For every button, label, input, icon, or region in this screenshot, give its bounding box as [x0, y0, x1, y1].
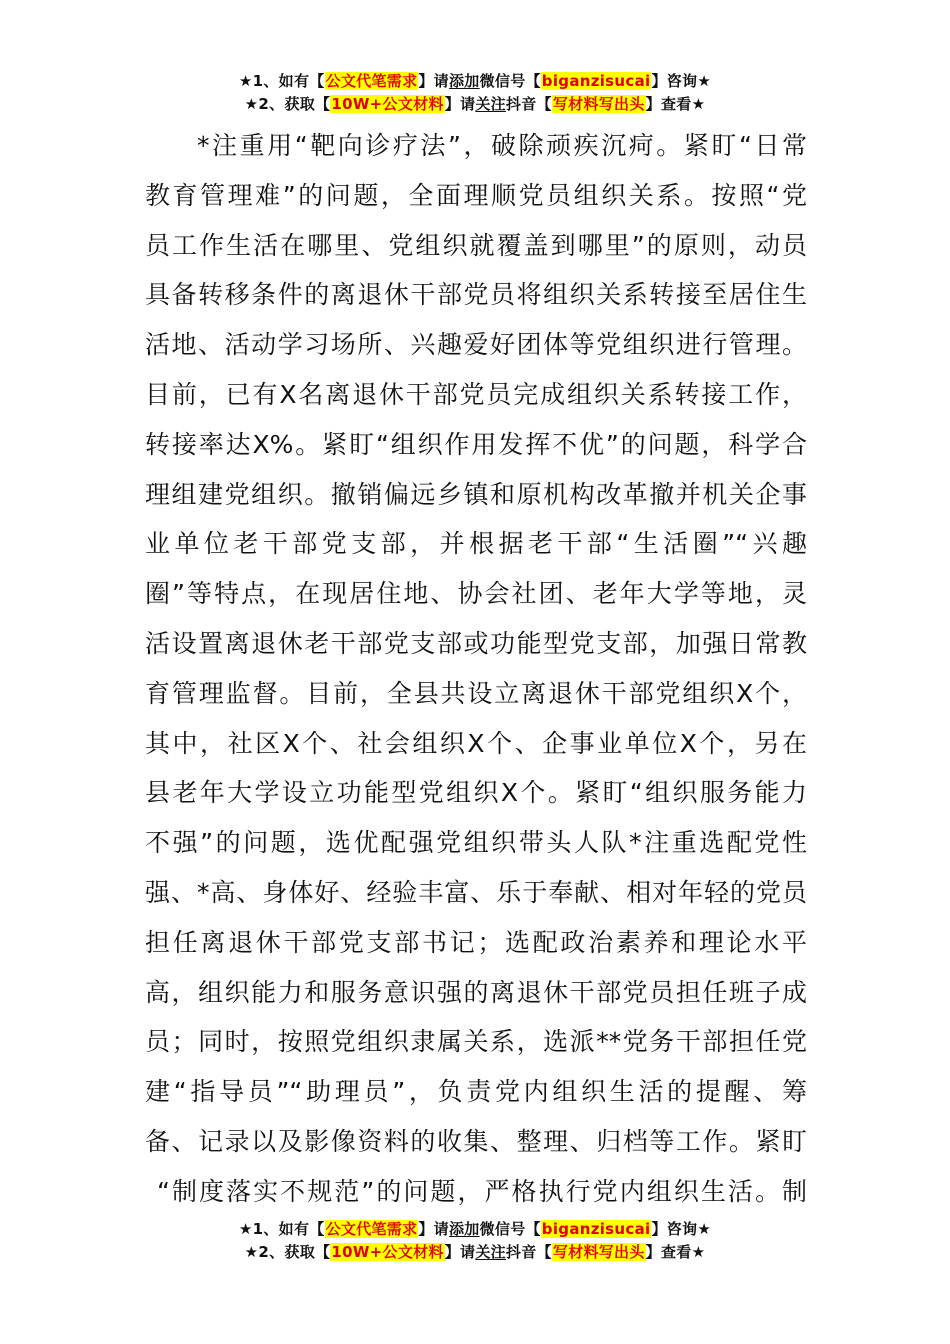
document-body: [145, 121, 807, 1217]
promo-line-2: [0, 1241, 950, 1264]
footer-promo-banner: [0, 1218, 950, 1264]
body-line: 转接率达X%。紧盯“组织作用发挥不优”的问题，科学合: [145, 429, 807, 459]
body-line: 强、*高、身体好、经验丰富、乐于奉献、相对年轻的党员: [145, 877, 807, 907]
body-line: 业单位老干部党支部，并根据老干部“生活圈”“兴趣: [145, 529, 807, 559]
body-line: 其中，社区X个、社会组织X个、企事业单位X个，另在: [145, 728, 807, 758]
body-line: 教育管理难”的问题，全面理顺党员组织关系。按照“党: [145, 180, 807, 210]
promo-text: 抖音【: [505, 95, 552, 113]
body-line: 圈”等特点，在现居住地、协会社团、老年大学等地，灵: [145, 579, 807, 609]
body-line: 理组建党组织。撤销偏远乡镇和原机构改革撤并机关企事: [145, 479, 807, 509]
body-line: 目前，已有X名离退休干部党员完成组织关系转接工作，: [145, 379, 807, 409]
body-line: 不强”的问题，选优配强党组织带头人队*注重选配党性: [145, 828, 807, 858]
promo-underlined-text: 添加: [448, 72, 480, 90]
promo-highlight-wechat-id: biganzisucai: [541, 1220, 651, 1238]
promo-line-1: [0, 1218, 950, 1241]
body-line: 具备转移条件的离退休干部党员将组织关系转接至居住生: [145, 280, 807, 310]
promo-text: 】请: [418, 1220, 449, 1238]
promo-highlight: 10W+公文材料: [331, 1243, 444, 1261]
promo-text: 】咨询★: [651, 72, 712, 90]
body-line: 高，组织能力和服务意识强的离退休干部党员担任班子成: [145, 977, 807, 1007]
promo-highlight: 公文代笔需求: [325, 1220, 418, 1238]
promo-text: 】请: [418, 72, 449, 90]
body-line: 育管理监督。目前，全县共设立离退休干部党组织X个，: [145, 678, 807, 708]
body-line: 建“指导员”“助理员”，负责党内组织生活的提醒、筹: [145, 1077, 807, 1107]
promo-highlight: 公文代笔需求: [325, 72, 418, 90]
promo-highlight-douyin-account: 写材料写出头: [552, 1243, 645, 1261]
promo-highlight-wechat-id: biganzisucai: [541, 72, 651, 90]
body-line: 备、记录以及影像资料的收集、整理、归档等工作。紧盯: [145, 1126, 807, 1156]
body-line: 担任离退休干部党支部书记；选配政治素养和理论水平: [145, 927, 807, 957]
promo-text: ★2、获取【: [244, 95, 331, 113]
header-promo-banner: [0, 70, 950, 116]
body-line: 活地、活动学习场所、兴趣爱好团体等党组织进行管理。: [145, 330, 807, 360]
promo-underlined-text: 关注: [475, 1243, 506, 1261]
promo-underlined-text: 关注: [475, 95, 506, 113]
body-line: 员工作生活在哪里、党组织就覆盖到哪里”的原则，动员: [145, 230, 807, 260]
promo-text: ★1、如有【: [238, 72, 325, 90]
body-line: 县老年大学设立功能型党组织X个。紧盯“组织服务能力: [145, 778, 807, 808]
promo-line-1: [0, 70, 950, 93]
promo-text: 微信号【: [479, 72, 541, 90]
promo-text: ★1、如有【: [238, 1220, 325, 1238]
promo-line-2: [0, 93, 950, 116]
body-line: 活设置离退休老干部党支部或功能型党支部，加强日常教: [145, 628, 807, 658]
promo-text: 抖音【: [505, 1243, 552, 1261]
promo-text: 】查看★: [645, 95, 706, 113]
body-line: *注重用“靶向诊疗法”，破除顽疾沉疴。紧盯“日常: [197, 131, 807, 160]
promo-highlight: 10W+公文材料: [331, 95, 444, 113]
promo-text: 】咨询★: [651, 1220, 712, 1238]
promo-underlined-text: 添加: [448, 1220, 480, 1238]
body-line: 员；同时，按照党组织隶属关系，选派**党务干部担任党: [145, 1027, 807, 1057]
body-line: “制度落实不规范”的问题，严格执行党内组织生活。制: [157, 1176, 807, 1206]
promo-text: 】请: [444, 95, 476, 113]
promo-text: 】查看★: [645, 1243, 706, 1261]
promo-highlight-douyin-account: 写材料写出头: [552, 95, 645, 113]
promo-text: ★2、获取【: [244, 1243, 331, 1261]
promo-text: 】请: [444, 1243, 476, 1261]
promo-text: 微信号【: [479, 1220, 541, 1238]
